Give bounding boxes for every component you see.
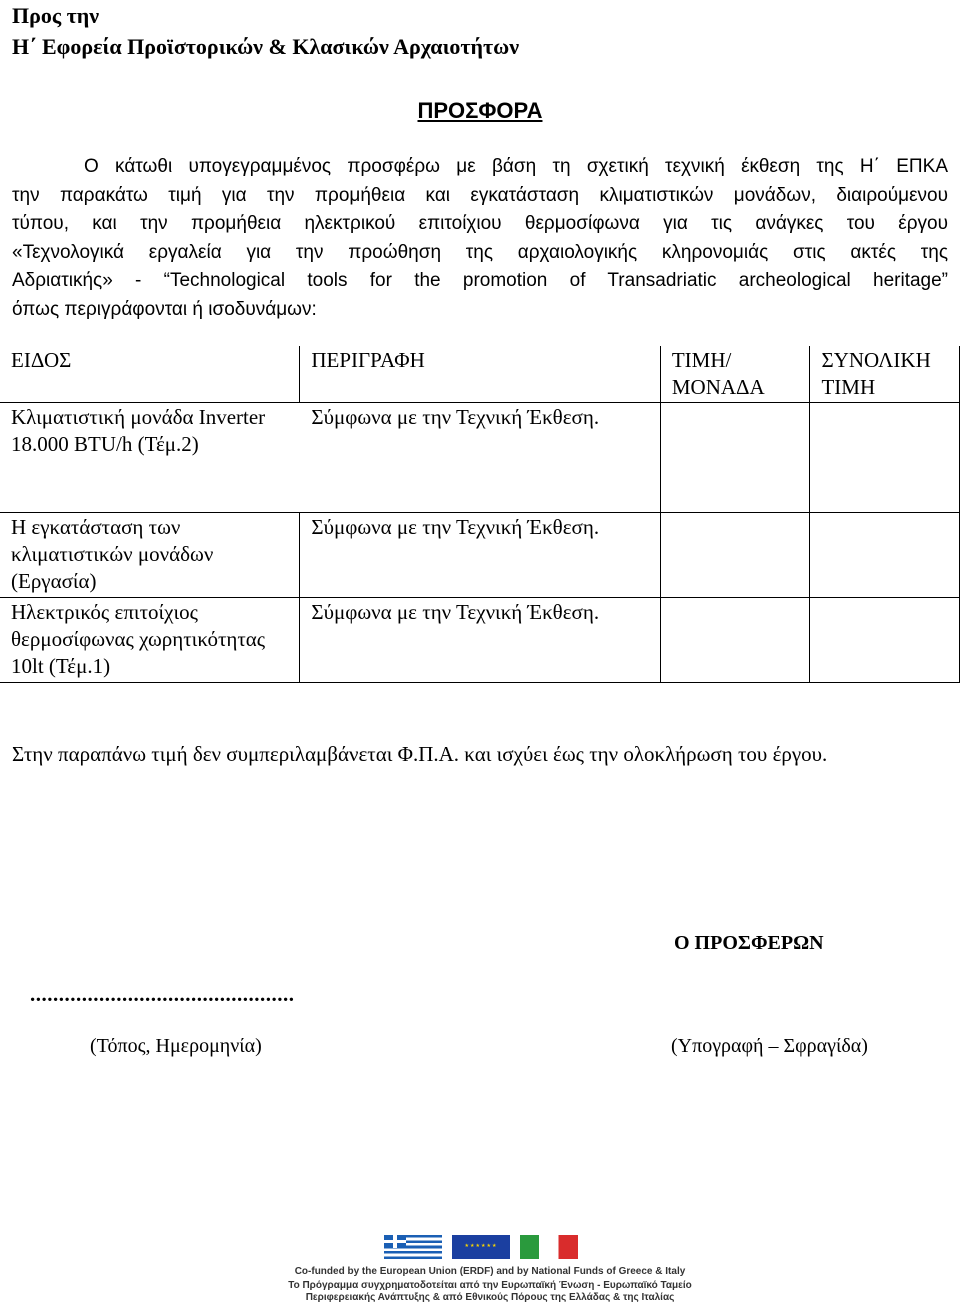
intro-line: την παρακάτω τιμή για την προμήθεια και εγκατάσταση κλιματιστικών μονάδων, διαιρούμενου — [12, 184, 948, 206]
row-total-price — [810, 597, 960, 682]
row-total-price — [810, 402, 960, 512]
italy-flag-icon — [520, 1235, 578, 1259]
row-unit-price — [660, 512, 810, 597]
intro-line: όπως περιγράφονται ή ισοδυνάμων: — [12, 298, 317, 320]
row-unit-price — [660, 597, 810, 682]
addressee-line-2: Η΄ Εφορεία Προϊστορικών & Κλασικών Αρχαιοτήτων — [12, 34, 520, 59]
row-description: Σύμφωνα με την Τεχνική Έκθεση. — [300, 402, 661, 512]
addressee — [12, 0, 519, 62]
intro-line: Ο κάτωθι υπογεγραμμένος προσφέρω με βάση τη σχετική τεχνική έκθεση της Η΄ ΕΠΚΑ — [84, 156, 948, 177]
header-kind: ΕΙΔΟΣ — [0, 346, 300, 402]
signature-dots: .............................................. — [30, 982, 295, 1006]
offer-table — [0, 346, 960, 683]
addressee-line-1: Προς την — [12, 3, 100, 28]
header-unit-price: ΤΙΜΗ/ ΜΟΝΑΔΑ — [660, 346, 810, 402]
proposer-label: Ο ΠΡΟΣΦΕΡΩΝ — [674, 932, 824, 954]
intro-line: «Τεχνολογικά εργαλεία για την προώθηση της αρχαιολογικής κληρονομιάς στις ακτές της — [12, 241, 948, 263]
footer-line-1: Co-funded by the European Union (ERDF) and by National Funds of Greece & Italy — [294, 1266, 686, 1277]
row-description: Σύμφωνα με την Τεχνική Έκθεση. — [300, 512, 661, 597]
row-total-price — [810, 512, 960, 597]
document-title: ΠΡΟΣΦΟΡΑ — [417, 98, 543, 123]
footer-line-2: Το Πρόγραμμα συγχρηματοδοτείται από την Ευρωπαϊκή Ένωση - Ευρωπαϊκό Ταμείο — [288, 1280, 692, 1291]
table-row — [0, 512, 960, 597]
footer-line-3: Περιφερειακής Ανάπτυξης & από Εθνικούς Πόρους της Ελλάδας & της Ιταλίας — [305, 1292, 675, 1303]
row-kind: Ηλεκτρικός επιτοίχιος θερμοσίφωνας χωρητικότητας 10lt (Τέμ.1) — [0, 597, 300, 682]
row-unit-price — [660, 402, 810, 512]
intro-paragraph — [12, 153, 948, 324]
table-row — [0, 402, 960, 512]
row-description: Σύμφωνα με την Τεχνική Έκθεση. — [300, 597, 661, 682]
header-description: ΠΕΡΙΓΡΑΦΗ — [300, 346, 661, 402]
row-kind: Κλιματιστική μονάδα Inverter 18.000 BTU/h (Τέμ.2) — [0, 402, 300, 512]
signature-stamp-label: (Υπογραφή – Σφραγίδα) — [671, 1035, 868, 1057]
row-kind: Η εγκατάσταση των κλιματιστικών μονάδων (Εργασία) — [0, 512, 300, 597]
header-total-price: ΣΥΝΟΛΙΚΗ ΤΙΜΗ — [810, 346, 960, 402]
eu-flag-icon: ★★★★★★ — [452, 1235, 510, 1259]
table-header-row — [0, 346, 960, 402]
vat-note: Στην παραπάνω τιμή δεν συμπεριλαμβάνεται Φ.Π.Α. και ισχύει έως την ολοκλήρωση του έργου. — [12, 742, 828, 766]
greece-flag-icon — [384, 1235, 442, 1259]
intro-line: Αδριατικής» - “Technological tools for the promotion of Transadriatic archeological heritage” — [12, 270, 948, 291]
table-row — [0, 597, 960, 682]
intro-line: τύπου, και την προμήθεια ηλεκτρικού επιτοίχιου θερμοσίφωνα για τις ανάγκες του έργου — [12, 213, 948, 234]
place-date-label: (Τόπος, Ημερομηνία) — [90, 1035, 262, 1057]
